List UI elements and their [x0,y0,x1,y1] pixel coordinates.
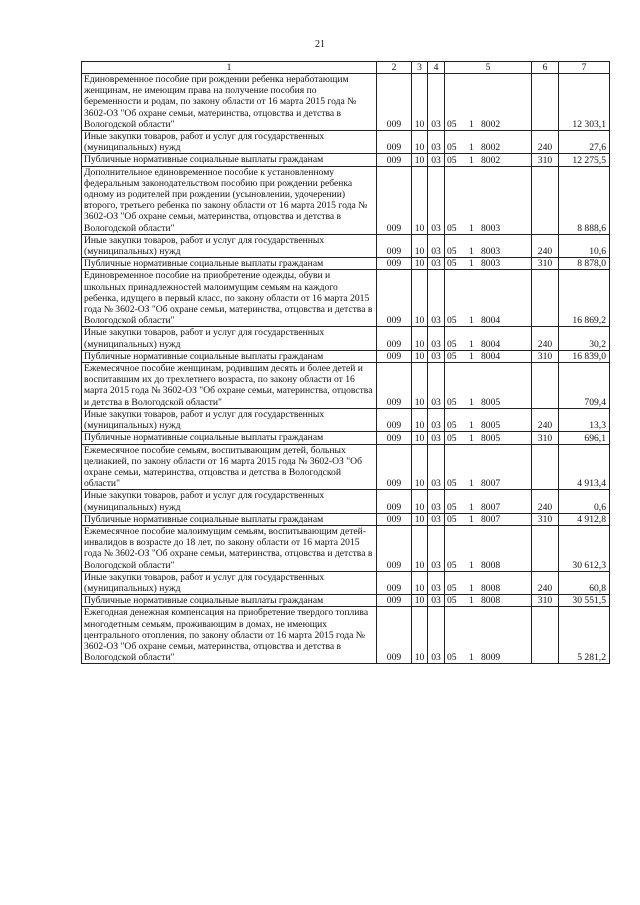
row-description: Публичные нормативные социальные выплаты гражданам [82,595,377,607]
row-cs1: 05 [447,652,457,664]
row-expense-type: 310 [532,595,559,607]
table-row [82,258,610,270]
row-target-code [445,571,532,594]
row-description: Единовременное пособие на приобретение одежды, обуви и школьных принадлежностей малоимущим семьям на каждого ребенка, идущего в первый класс, по закону области от 16 марта 2015 года № 3602-ОЗ "Об охране семьи, материнства, отцовства и детства в Вологодской области" [82,270,377,327]
row-cs1: 05 [447,501,457,513]
row-pr: 03 [428,607,445,664]
row-cs1: 05 [447,420,457,432]
row-expense-type: 310 [532,513,559,525]
table-row [82,432,610,444]
row-grbs: 009 [377,444,412,490]
table-row [82,363,610,409]
budget-table [81,61,610,664]
row-rz: 10 [412,154,428,166]
row-cs1: 05 [447,351,457,363]
row-rz: 10 [412,571,428,594]
row-cs2: 1 [469,595,474,607]
row-cs3: 8008 [481,595,501,607]
row-cs3: 8003 [481,246,501,258]
row-cs3: 8007 [481,478,501,490]
row-rz: 10 [412,234,428,257]
row-grbs: 009 [377,258,412,270]
table-row [82,513,610,525]
row-rz: 10 [412,166,428,234]
row-cs3: 8003 [481,258,501,270]
row-rz: 10 [412,131,428,154]
row-pr: 03 [428,363,445,409]
row-target-code [445,258,532,270]
row-rz: 10 [412,595,428,607]
row-amount: 60,8 [559,571,610,594]
row-cs1: 05 [447,258,457,270]
row-cs2: 1 [469,478,474,490]
row-target-code [445,234,532,257]
table-row [82,166,610,234]
row-target-code [445,607,532,664]
row-pr: 03 [428,490,445,513]
row-target-code [445,363,532,409]
row-cs1: 05 [447,559,457,571]
row-target-code [445,270,532,327]
row-expense-type: 240 [532,571,559,594]
row-cs2: 1 [469,315,474,327]
row-pr: 03 [428,432,445,444]
row-cs2: 1 [469,338,474,350]
row-amount: 696,1 [559,432,610,444]
row-cs2: 1 [469,396,474,408]
row-cs3: 8005 [481,432,501,444]
row-amount: 16 839,0 [559,350,610,362]
header-col-3: 3 [412,62,428,74]
row-rz: 10 [412,363,428,409]
row-expense-type: 240 [532,131,559,154]
row-grbs: 009 [377,363,412,409]
row-amount: 30 551,5 [559,595,610,607]
row-expense-type [532,444,559,490]
row-cs2: 1 [469,119,474,131]
header-col-5: 5 [445,62,532,74]
page-number: 21 [315,39,325,50]
row-cs3: 8007 [481,513,501,525]
row-cs1: 05 [447,246,457,258]
row-target-code [445,444,532,490]
row-expense-type [532,363,559,409]
row-pr: 03 [428,525,445,571]
row-expense-type: 310 [532,432,559,444]
row-cs2: 1 [469,258,474,270]
row-cs1: 05 [447,513,457,525]
row-cs2: 1 [469,559,474,571]
header-col-2: 2 [377,62,412,74]
row-expense-type: 310 [532,258,559,270]
row-pr: 03 [428,154,445,166]
row-rz: 10 [412,258,428,270]
row-pr: 03 [428,166,445,234]
row-cs3: 8002 [481,154,501,166]
table-row [82,408,610,431]
row-description: Ежемесячное пособие малоимущим семьям, воспитывающим детей-инвалидов в возрасте до 18 лет, по закону области от 16 марта 2015 года № 3602-ОЗ "Об охране семьи, материнства, отцовства и детства в Вологодской области" [82,525,377,571]
row-target-code [445,131,532,154]
row-rz: 10 [412,350,428,362]
row-pr: 03 [428,350,445,362]
row-grbs: 009 [377,327,412,350]
table-row [82,490,610,513]
row-grbs: 009 [377,595,412,607]
row-grbs: 009 [377,74,412,131]
row-target-code [445,513,532,525]
row-amount: 709,4 [559,363,610,409]
table-row [82,131,610,154]
row-expense-type: 240 [532,327,559,350]
row-amount: 4 912,8 [559,513,610,525]
row-pr: 03 [428,513,445,525]
table-row [82,74,610,131]
row-description: Иные закупки товаров, работ и услуг для государственных (муниципальных) нужд [82,234,377,257]
table-row [82,154,610,166]
row-target-code [445,154,532,166]
row-cs3: 8004 [481,315,501,327]
row-amount: 8 888,6 [559,166,610,234]
header-col-4: 4 [428,62,445,74]
row-cs1: 05 [447,154,457,166]
row-grbs: 009 [377,234,412,257]
row-cs3: 8009 [481,652,501,664]
row-cs2: 1 [469,583,474,595]
row-expense-type [532,525,559,571]
row-grbs: 009 [377,513,412,525]
row-cs2: 1 [469,652,474,664]
row-description: Публичные нормативные социальные выплаты гражданам [82,258,377,270]
row-pr: 03 [428,327,445,350]
header-col-7: 7 [559,62,610,74]
row-pr: 03 [428,270,445,327]
row-grbs: 009 [377,270,412,327]
row-cs3: 8007 [481,501,501,513]
row-pr: 03 [428,234,445,257]
header-col-6: 6 [532,62,559,74]
row-rz: 10 [412,525,428,571]
row-grbs: 009 [377,525,412,571]
row-cs3: 8002 [481,142,501,154]
row-target-code [445,408,532,431]
row-amount: 13,3 [559,408,610,431]
row-target-code [445,327,532,350]
row-target-code [445,595,532,607]
table-row [82,270,610,327]
row-cs1: 05 [447,583,457,595]
row-target-code [445,166,532,234]
row-expense-type [532,270,559,327]
row-expense-type: 240 [532,234,559,257]
row-pr: 03 [428,131,445,154]
row-cs1: 05 [447,396,457,408]
row-description: Иные закупки товаров, работ и услуг для государственных (муниципальных) нужд [82,327,377,350]
row-cs3: 8004 [481,351,501,363]
row-rz: 10 [412,444,428,490]
row-cs1: 05 [447,315,457,327]
row-amount: 30 612,3 [559,525,610,571]
table-row [82,595,610,607]
row-grbs: 009 [377,350,412,362]
row-cs3: 8003 [481,222,501,234]
row-description: Единовременное пособие при рождении ребенка неработающим женщинам, не имеющим права на получение пособия по беременности и родам, по закону области от 16 марта 2015 года № 3602-ОЗ "Об охране семьи, материнства, отцовства и детства в Вологодской области" [82,74,377,131]
row-rz: 10 [412,74,428,131]
row-amount: 10,6 [559,234,610,257]
row-description: Иные закупки товаров, работ и услуг для государственных (муниципальных) нужд [82,571,377,594]
row-description: Ежегодная денежная компенсация на приобретение твердого топлива многодетным семьям, проживающим в домах, не имеющих центрального отопления, по закону области от 16 марта 2015 года № 3602-ОЗ "Об охране семьи, материнства, отцовства и детства в Вологодской области" [82,607,377,664]
row-description: Публичные нормативные социальные выплаты гражданам [82,513,377,525]
row-cs2: 1 [469,222,474,234]
row-amount: 5 281,2 [559,607,610,664]
row-description: Иные закупки товаров, работ и услуг для государственных (муниципальных) нужд [82,490,377,513]
row-cs1: 05 [447,595,457,607]
row-description: Иные закупки товаров, работ и услуг для государственных (муниципальных) нужд [82,131,377,154]
row-rz: 10 [412,607,428,664]
row-pr: 03 [428,408,445,431]
row-description: Публичные нормативные социальные выплаты гражданам [82,154,377,166]
row-amount: 12 275,5 [559,154,610,166]
row-rz: 10 [412,327,428,350]
row-cs2: 1 [469,246,474,258]
row-pr: 03 [428,444,445,490]
row-rz: 10 [412,490,428,513]
table-body [82,74,610,664]
row-amount: 8 878,0 [559,258,610,270]
row-amount: 27,6 [559,131,610,154]
row-grbs: 009 [377,607,412,664]
row-cs2: 1 [469,351,474,363]
row-target-code [445,432,532,444]
row-rz: 10 [412,270,428,327]
table-row [82,350,610,362]
row-cs1: 05 [447,119,457,131]
row-cs1: 05 [447,478,457,490]
row-amount: 12 303,1 [559,74,610,131]
row-grbs: 009 [377,131,412,154]
row-grbs: 009 [377,408,412,431]
row-description: Ежемесячное пособие женщинам, родившим десять и более детей и воспитавшим их до трехлетнего возраста, по закону области от 16 марта 2015 года № 3602-ОЗ "Об охране семьи, материнства, отцовства и детства в Вологодской области" [82,363,377,409]
row-description: Ежемесячное пособие семьям, воспитывающим детей, больных целиакией, по закону области от 16 марта 2015 года № 3602-ОЗ "Об охране семьи, материнства, отцовства и детства в Вологодской области" [82,444,377,490]
row-target-code [445,74,532,131]
row-pr: 03 [428,571,445,594]
row-cs2: 1 [469,154,474,166]
row-cs2: 1 [469,432,474,444]
table-row [82,444,610,490]
row-cs2: 1 [469,513,474,525]
row-expense-type [532,607,559,664]
row-expense-type: 310 [532,350,559,362]
row-description: Публичные нормативные социальные выплаты гражданам [82,432,377,444]
row-target-code [445,490,532,513]
row-cs2: 1 [469,142,474,154]
row-expense-type: 310 [532,154,559,166]
row-expense-type [532,166,559,234]
row-grbs: 009 [377,166,412,234]
row-amount: 16 869,2 [559,270,610,327]
row-amount: 30,2 [559,327,610,350]
row-cs1: 05 [447,142,457,154]
row-description: Дополнительное единовременное пособие к установленному федеральным законодательством пособию при рождении ребенка одному из родителей при рождении (усыновлении, удочерении) второго, третьего ребенка по закону области от 16 марта 2015 года № 3602-ОЗ "Об охране семьи, материнства, отцовства и детства в Вологодской области" [82,166,377,234]
row-cs2: 1 [469,420,474,432]
row-target-code [445,525,532,571]
row-cs3: 8005 [481,420,501,432]
row-cs1: 05 [447,338,457,350]
row-expense-type: 240 [532,490,559,513]
header-col-1: 1 [82,62,377,74]
table-row [82,327,610,350]
row-amount: 0,6 [559,490,610,513]
row-cs1: 05 [447,222,457,234]
row-cs3: 8008 [481,559,501,571]
row-pr: 03 [428,595,445,607]
row-amount: 4 913,4 [559,444,610,490]
table-row [82,571,610,594]
row-rz: 10 [412,513,428,525]
row-description: Иные закупки товаров, работ и услуг для государственных (муниципальных) нужд [82,408,377,431]
row-grbs: 009 [377,432,412,444]
row-cs3: 8008 [481,583,501,595]
row-cs3: 8004 [481,338,501,350]
row-pr: 03 [428,74,445,131]
table-row [82,607,610,664]
row-grbs: 009 [377,490,412,513]
row-cs2: 1 [469,501,474,513]
row-rz: 10 [412,408,428,431]
row-description: Публичные нормативные социальные выплаты гражданам [82,350,377,362]
row-grbs: 009 [377,154,412,166]
table-header-row [82,62,610,74]
row-cs3: 8005 [481,396,501,408]
row-target-code [445,350,532,362]
row-rz: 10 [412,432,428,444]
row-pr: 03 [428,258,445,270]
row-grbs: 009 [377,571,412,594]
row-expense-type: 240 [532,408,559,431]
table-row [82,525,610,571]
table-row [82,234,610,257]
row-cs1: 05 [447,432,457,444]
row-cs3: 8002 [481,119,501,131]
row-expense-type [532,74,559,131]
